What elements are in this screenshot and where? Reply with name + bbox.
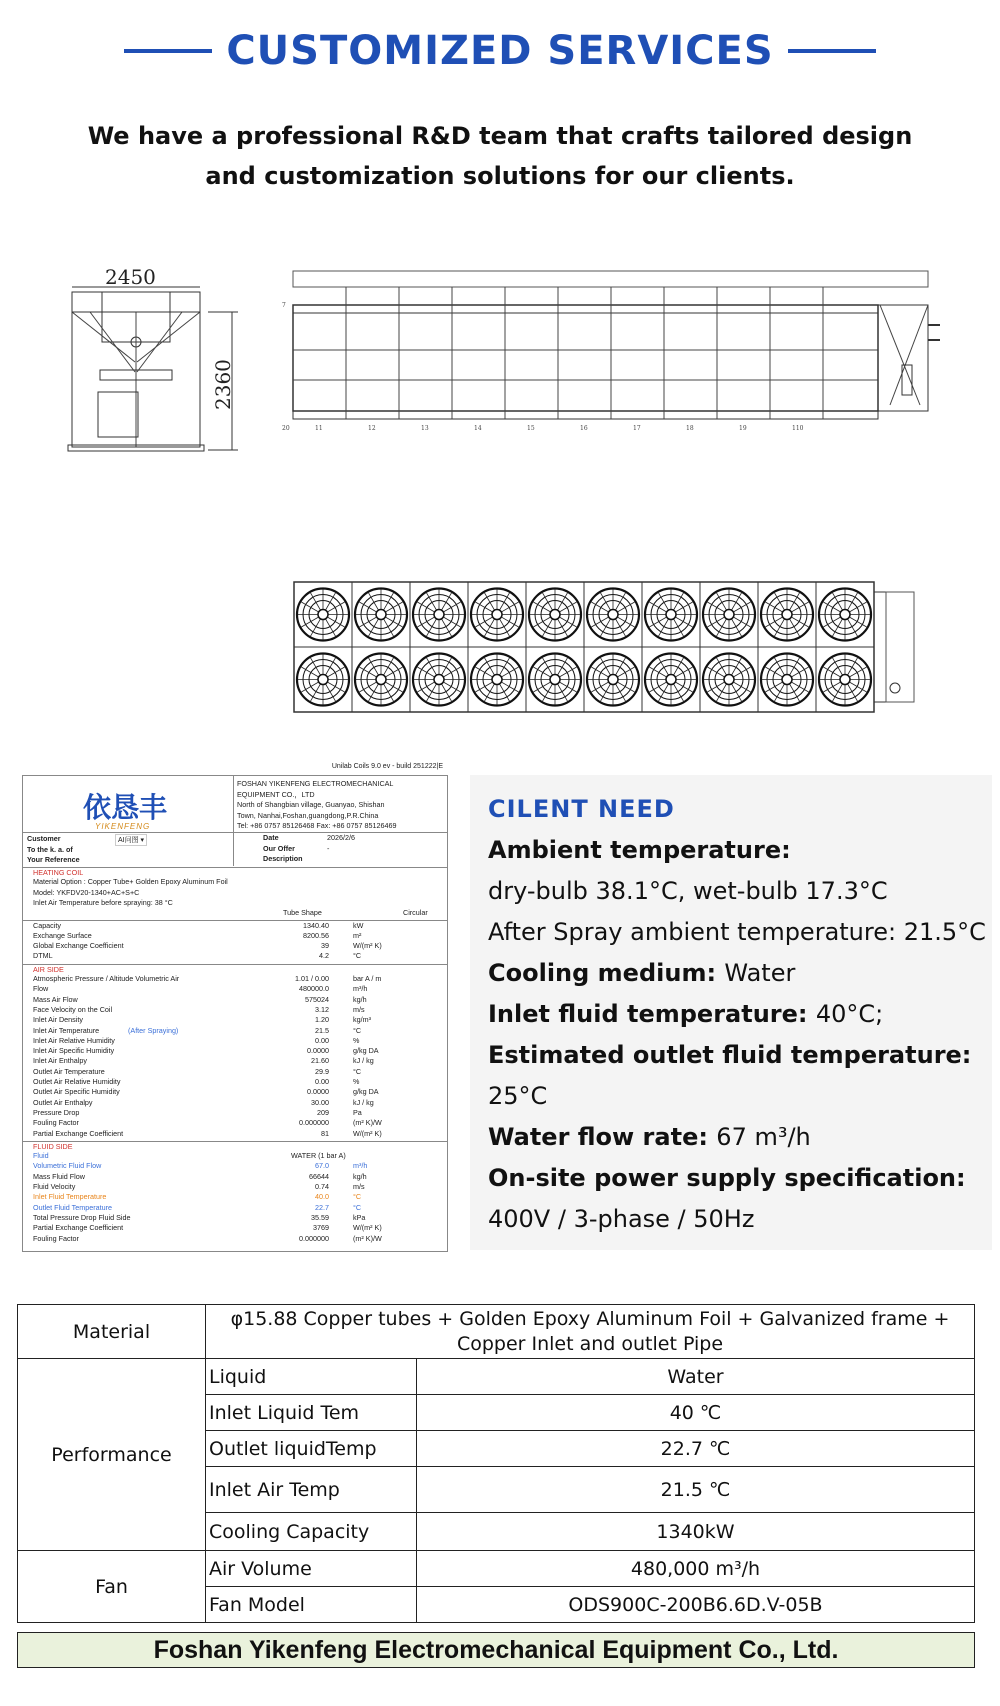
sheet-cell-unit: °C [353, 1066, 362, 1076]
fluid-row [33, 1151, 443, 1161]
sheet-cell-label: Fouling Factor [33, 1233, 79, 1243]
elevation-bay-label: 20 [282, 425, 290, 432]
fan-unit [816, 647, 874, 712]
sheet-cell-label: Outlet Air Relative Humidity [33, 1077, 121, 1086]
outlet-value: 25°C [488, 1082, 548, 1110]
sheet-cell-label: Atmospheric Pressure / Altitude Volumetric Air [33, 974, 180, 983]
sheet-cell-value: 67.0 [315, 1161, 329, 1171]
sheet-row [33, 984, 443, 994]
customer-meta-label: Your Reference [27, 855, 80, 864]
sheet-cell-label: Partial Exchange Coefficient [33, 1128, 124, 1138]
performance-label: Performance [18, 1359, 206, 1551]
sheet-row [33, 941, 443, 951]
sheet-cell-value: 0.00 [315, 1077, 329, 1086]
sheet-cell-unit: m² [353, 930, 362, 940]
fan-unit [758, 582, 816, 647]
sheet-row [33, 1005, 443, 1015]
elevation-bay-label: 14 [474, 425, 482, 432]
inlet-value: 40°C; [815, 1000, 884, 1028]
sheet-cell-value: 3769 [313, 1223, 329, 1233]
sheet-cell-value: 21.5 [315, 1025, 329, 1035]
sheet-cell-label: Inlet Air Density [33, 1015, 83, 1025]
sheet-cell-label: Outlet Air Specific Humidity [33, 1087, 120, 1097]
sheet-cell-value: 30.00 [311, 1097, 329, 1107]
power-value: 400V / 3-phase / 50Hz [488, 1205, 755, 1233]
dry-wet-bulb: dry-bulb 38.1°C, wet-bulb 17.3°C [488, 877, 888, 905]
fan-unit [758, 647, 816, 712]
sheet-row [33, 921, 443, 931]
company-footer: Foshan Yikenfeng Electromechanical Equipment Co., Ltd. [17, 1632, 975, 1668]
sheet-cell-label: Partial Exchange Coefficient [33, 1223, 124, 1233]
sheet-row [33, 995, 443, 1005]
sheet-cell-value: 1340.40 [303, 920, 329, 930]
sheet-row [33, 1087, 443, 1097]
flow-label: Water flow rate: [488, 1123, 717, 1151]
sheet-cell-unit: kg/h [353, 994, 367, 1004]
header-rule-left [124, 49, 212, 53]
sheet-cell-unit: bar A / m [353, 974, 382, 983]
tube-shape-value: Circular [403, 908, 428, 918]
sheet-cell-value: 1.20 [315, 1015, 329, 1025]
fan-unit [584, 647, 642, 712]
customer-meta [27, 834, 80, 866]
sheet-cell-unit: °C [353, 951, 362, 961]
offer-meta-label: Our Offer [263, 843, 295, 853]
sheet-row [33, 974, 443, 984]
sheet-row [33, 1015, 443, 1025]
offer-meta-label: Description [263, 854, 303, 863]
offer-meta [263, 833, 383, 865]
side-view-drawing [60, 262, 250, 462]
sheet-cell-unit: kJ / kg [353, 1097, 374, 1107]
subtitle-line-1: We have a professional R&D team that crafts tailored design [87, 122, 913, 150]
sheet-cell-value: 35.59 [311, 1212, 329, 1222]
sheet-row [33, 1223, 443, 1233]
fan-unit [642, 647, 700, 712]
after-spraying-note: (After Spraying) [128, 1025, 179, 1035]
sheet-cell-unit: m/s [353, 1182, 365, 1191]
side-height-label: 2360 [211, 359, 235, 410]
fan-unit [584, 582, 642, 647]
sheet-cell-unit: m³/h [353, 984, 368, 994]
sheet-cell-label: Exchange Surface [33, 930, 92, 940]
client-need-heading: CILENT NEED [488, 795, 675, 823]
sheet-row [33, 1046, 443, 1056]
sheet-row [33, 1098, 443, 1108]
sheet-row [33, 1213, 443, 1223]
sheet-cell-value: 209 [317, 1107, 329, 1117]
sheet-cell-unit: m³/h [353, 1161, 368, 1171]
sheet-cell-value: 0.00 [315, 1035, 329, 1045]
fan-plan-drawing [292, 580, 924, 715]
elevation-bay-label: 12 [368, 425, 376, 432]
company-line: FOSHAN YIKENFENG ELECTROMECHANICAL [237, 779, 394, 788]
offer-meta-value: - [327, 843, 330, 853]
elevation-bay-label: 15 [527, 425, 535, 432]
perf-row-label: Cooling Capacity [206, 1513, 417, 1551]
sheet-row [33, 1203, 443, 1213]
customer-meta-label: To the k. a. of [27, 844, 73, 854]
sheet-row [33, 1056, 443, 1066]
sheet-cell-unit: kg/m³ [353, 1015, 371, 1025]
sheet-cell-unit: W/(m² K) [353, 1128, 382, 1138]
sheet-cell-unit: °C [353, 1202, 362, 1212]
sheet-cell-value: 0.74 [315, 1182, 329, 1191]
tube-shape-row [33, 908, 443, 918]
sheet-cell-value: 39 [321, 941, 329, 951]
fan-unit [468, 582, 526, 647]
page-title: CUSTOMIZED SERVICES [226, 28, 774, 74]
sheet-cell-label: Volumetric Fluid Flow [33, 1161, 102, 1171]
flow-value: 67 m³/h [716, 1123, 811, 1151]
fan-unit [700, 582, 758, 647]
sheet-cell-label: Mass Air Flow [33, 994, 78, 1004]
sheet-cell-label: Capacity [33, 920, 61, 930]
offer-meta-label: Date [263, 833, 279, 842]
fan-unit [410, 647, 468, 712]
fan-unit [526, 647, 584, 712]
perf-row-value: Water [417, 1359, 975, 1395]
company-line: North of Shangbian village, Guanyao, Shishan [237, 800, 385, 809]
company-logo: 依恳丰 [83, 791, 168, 824]
fan-row-value: 480,000 m³/h [417, 1551, 975, 1587]
sheet-cell-label: Fluid Velocity [33, 1182, 76, 1191]
sheet-row [33, 931, 443, 941]
sheet-cell-value: 66644 [309, 1171, 329, 1181]
sheet-cell-unit: W/(m² K) [353, 941, 382, 951]
sheet-cell-value: 0.000000 [299, 1233, 329, 1243]
sheet-cell-unit: % [353, 1035, 360, 1045]
sheet-section-heading: HEATING COIL [33, 868, 84, 877]
sheet-cell-unit: kJ / kg [353, 1056, 374, 1066]
company-logo-en: YIKENFENG [95, 822, 151, 831]
sheet-cell-unit: kg/h [353, 1171, 367, 1181]
sheet-cell-value: 4.2 [319, 951, 329, 961]
fluid-label: Fluid [33, 1151, 49, 1161]
perf-row-label: Inlet Liquid Tem [206, 1395, 417, 1431]
sheet-row [33, 1129, 443, 1139]
sheet-cell-label: Outlet Fluid Temperature [33, 1202, 112, 1212]
fan-unit [294, 582, 352, 647]
company-line: EQUIPMENT CO.，LTD [237, 789, 315, 799]
sheet-cell-value: 0.0000 [307, 1046, 329, 1056]
sheet-cell-unit: kW [353, 920, 364, 930]
sheet-cell-label: Global Exchange Coefficient [33, 941, 124, 951]
sheet-cell-value: 29.9 [315, 1066, 329, 1076]
sheet-row [33, 1234, 443, 1244]
sheet-cell-value: 3.12 [315, 1004, 329, 1014]
sheet-row [33, 1182, 443, 1192]
fan-unit [526, 582, 584, 647]
sheet-cell-unit: g/kg DA [353, 1087, 379, 1097]
sheet-cell-label: Total Pressure Drop Fluid Side [33, 1212, 131, 1222]
client-need-panel [470, 775, 992, 1250]
sheet-cell-label: Outlet Air Enthalpy [33, 1097, 93, 1107]
sheet-cell-label: Flow [33, 984, 49, 994]
sheet-cell-label: Inlet Air Enthalpy [33, 1056, 87, 1066]
elevation-bay-label: 18 [686, 425, 694, 432]
sheet-cell-value: 8200.56 [303, 930, 329, 940]
spec-table [17, 1304, 975, 1623]
sheet-cell-value: 0.0000 [307, 1087, 329, 1097]
subtitle-line-2: and customization solutions for our clients. [205, 162, 795, 190]
outlet-label: Estimated outlet fluid temperature: [488, 1041, 972, 1069]
sheet-row [33, 1026, 443, 1036]
sheet-cell-label: Outlet Air Temperature [33, 1066, 105, 1076]
sheet-cell-unit: W/(m² K) [353, 1223, 382, 1233]
fan-row-label: Fan Model [206, 1587, 417, 1623]
perf-row-value: 22.7 ℃ [417, 1431, 975, 1467]
sheet-cell-unit: °C [353, 1192, 362, 1202]
sheet-cell-label: Inlet Air Specific Humidity [33, 1046, 115, 1056]
sheet-cell-value: 22.7 [315, 1202, 329, 1212]
sheet-row [33, 1192, 443, 1202]
sheet-cell-value: 480000.0 [299, 984, 329, 994]
header-rule-right [788, 49, 876, 53]
sheet-cell-value: 21.60 [311, 1056, 329, 1066]
sheet-section-heading: FLUID SIDE [33, 1141, 73, 1151]
sheet-section-heading: AIR SIDE [33, 964, 64, 974]
selection-data-sheet [22, 763, 448, 1252]
sheet-cell-label: Inlet Fluid Temperature [33, 1192, 107, 1202]
model-line: Model: YKFDV20-1340+AC+S+C [33, 887, 140, 897]
elevation-drawing [280, 265, 940, 475]
fan-label: Fan [18, 1551, 206, 1623]
fan-unit [352, 647, 410, 712]
material-line: Material Option : Copper Tube+ Golden Epoxy Aluminum Foil [33, 877, 228, 887]
tube-shape-label: Tube Shape [283, 908, 322, 918]
medium-value: Water [724, 959, 796, 987]
fan-unit [642, 582, 700, 647]
sheet-cell-value: 0.000000 [299, 1118, 329, 1128]
sheet-cell-unit: (m² K)/W [353, 1118, 382, 1128]
elevation-bay-label: 16 [580, 425, 588, 432]
build-label: Unilab Coils 9.0 ev - build 251222|E [331, 763, 443, 770]
sheet-cell-unit: (m² K)/W [353, 1233, 382, 1243]
perf-row-value: 1340kW [417, 1513, 975, 1551]
sheet-row [33, 1172, 443, 1182]
elevation-bay-label: 19 [739, 425, 747, 432]
sheet-row [33, 1067, 443, 1077]
perf-row-value: 40 ℃ [417, 1395, 975, 1431]
sheet-cell-label: Pressure Drop [33, 1107, 80, 1117]
sheet-cell-unit: % [353, 1077, 360, 1086]
sheet-cell-label: DTML [33, 951, 53, 961]
sheet-cell-unit: °C [353, 1025, 362, 1035]
perf-row-label: Liquid [206, 1359, 417, 1395]
sheet-cell-unit: Pa [353, 1107, 362, 1117]
perf-row-label: Outlet liquidTemp [206, 1431, 417, 1467]
offer-meta-value: 2026/2/6 [327, 833, 355, 842]
fan-unit [410, 582, 468, 647]
fan-unit [352, 582, 410, 647]
elevation-bay-label: 110 [792, 425, 804, 432]
side-width-label: 2450 [105, 265, 156, 289]
elevation-bay-label: 11 [315, 425, 323, 432]
material-label: Material [18, 1305, 206, 1359]
power-label: On-site power supply specification: [488, 1164, 966, 1192]
sheet-cell-label: Inlet Air Relative Humidity [33, 1035, 115, 1045]
sheet-row [33, 1036, 443, 1046]
fan-unit [468, 647, 526, 712]
section-header [0, 28, 1000, 74]
sheet-row [33, 1077, 443, 1087]
sheet-cell-value: 40.0 [315, 1192, 329, 1202]
sheet-cell-unit: m/s [353, 1004, 365, 1014]
company-line: Tel: +86 0757 85126468 Fax: +86 0757 85126469 [237, 821, 397, 830]
sheet-cell-value: 1.01 / 0.00 [295, 974, 329, 983]
perf-row-label: Inlet Air Temp [206, 1467, 417, 1513]
company-line: Town, Nanhai,Foshan,guangdong,P.R.China [237, 810, 379, 820]
customer-meta-label: Customer [27, 834, 61, 843]
fan-unit [294, 647, 352, 712]
ambient-label: Ambient temperature: [488, 836, 791, 864]
fan-unit [700, 647, 758, 712]
fan-unit [816, 582, 874, 647]
sheet-row [33, 951, 443, 961]
sheet-row [33, 1118, 443, 1128]
medium-label: Cooling medium: [488, 959, 725, 987]
sheet-row [33, 1108, 443, 1118]
sheet-cell-unit: g/kg DA [353, 1046, 379, 1056]
fan-row-label: Air Volume [206, 1551, 417, 1587]
sheet-cell-value: 81 [321, 1128, 329, 1138]
fluid-value: WATER (1 bar A) [291, 1151, 346, 1161]
ai-badge[interactable]: AI问图 ▾ [115, 834, 147, 846]
material-value: φ15.88 Copper tubes + Golden Epoxy Aluminum Foil + Galvanized frame + Copper Inlet and outlet Pipe [206, 1305, 975, 1359]
inlet-air-line: Inlet Air Temperature before spraying: 38 °C [33, 897, 173, 907]
elevation-bay-label: 13 [421, 425, 429, 432]
elevation-top-label: 7 [282, 302, 286, 309]
sheet-cell-label: Fouling Factor [33, 1118, 79, 1128]
inlet-label: Inlet fluid temperature: [488, 1000, 816, 1028]
fan-row-value: ODS900C-200B6.6D.V-05B [417, 1587, 975, 1623]
elevation-bay-label: 17 [633, 425, 641, 432]
sheet-cell-value: 575024 [305, 994, 329, 1004]
company-address [237, 779, 396, 832]
after-spray-temp: After Spray ambient temperature: 21.5°C [488, 918, 986, 946]
sheet-cell-unit: kPa [353, 1212, 366, 1222]
sheet-row [33, 1161, 443, 1171]
sheet-cell-label: Inlet Air Temperature [33, 1025, 100, 1035]
sheet-cell-label: Face Velocity on the Coil [33, 1004, 113, 1014]
perf-row-value: 21.5 ℃ [417, 1467, 975, 1513]
sheet-cell-label: Mass Fluid Flow [33, 1171, 85, 1181]
